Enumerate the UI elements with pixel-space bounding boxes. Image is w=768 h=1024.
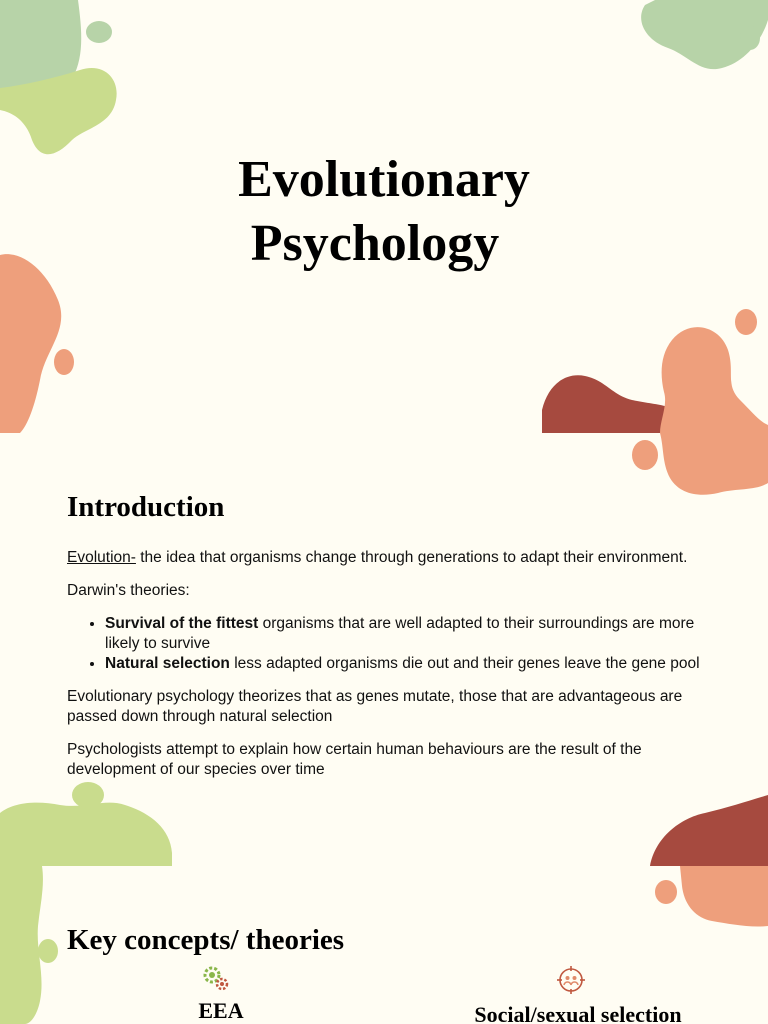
bullet-term: Survival of the fittest	[105, 615, 259, 632]
target-people-icon	[557, 966, 585, 994]
title-line-1: Evolutionary	[238, 151, 530, 208]
evolution-term: Evolution-	[67, 549, 136, 566]
key-concepts-slide	[0, 866, 768, 1024]
paragraph: Evolutionary psychology theorizes that as genes mutate, those that are advantageous are passed down through natural selection	[67, 688, 683, 725]
title-slide	[0, 0, 768, 433]
list-item	[105, 654, 727, 674]
paragraph: Psychologists attempt to explain how certain human behaviours are the result of the development of our species over time	[67, 741, 642, 778]
gears-icon	[201, 964, 231, 992]
title-line-2: Psychology	[250, 215, 500, 272]
darwin-theories-list	[67, 614, 727, 674]
darwin-intro: Darwin's theories:	[67, 582, 190, 599]
bullet-text: organisms that are well adapted to their surroundings are more likely to survive	[105, 615, 695, 652]
section-heading: Key concepts/ theories	[67, 924, 345, 956]
page-title	[0, 148, 768, 276]
concept-social-sexual-selection: Social/sexual selection	[474, 1002, 682, 1024]
concept-eea: EEA	[198, 998, 244, 1023]
introduction-slide	[0, 433, 768, 866]
list-item	[105, 614, 727, 654]
bullet-term: Natural selection	[105, 655, 230, 672]
evolution-def-text: the idea that organisms change through generations to adapt their environment.	[135, 549, 688, 566]
bullet-text: less adapted organisms die out and their genes leave the gene pool	[229, 655, 700, 672]
evolution-definition	[67, 548, 727, 568]
introduction-body	[67, 548, 727, 793]
section-heading: Introduction	[67, 491, 225, 523]
